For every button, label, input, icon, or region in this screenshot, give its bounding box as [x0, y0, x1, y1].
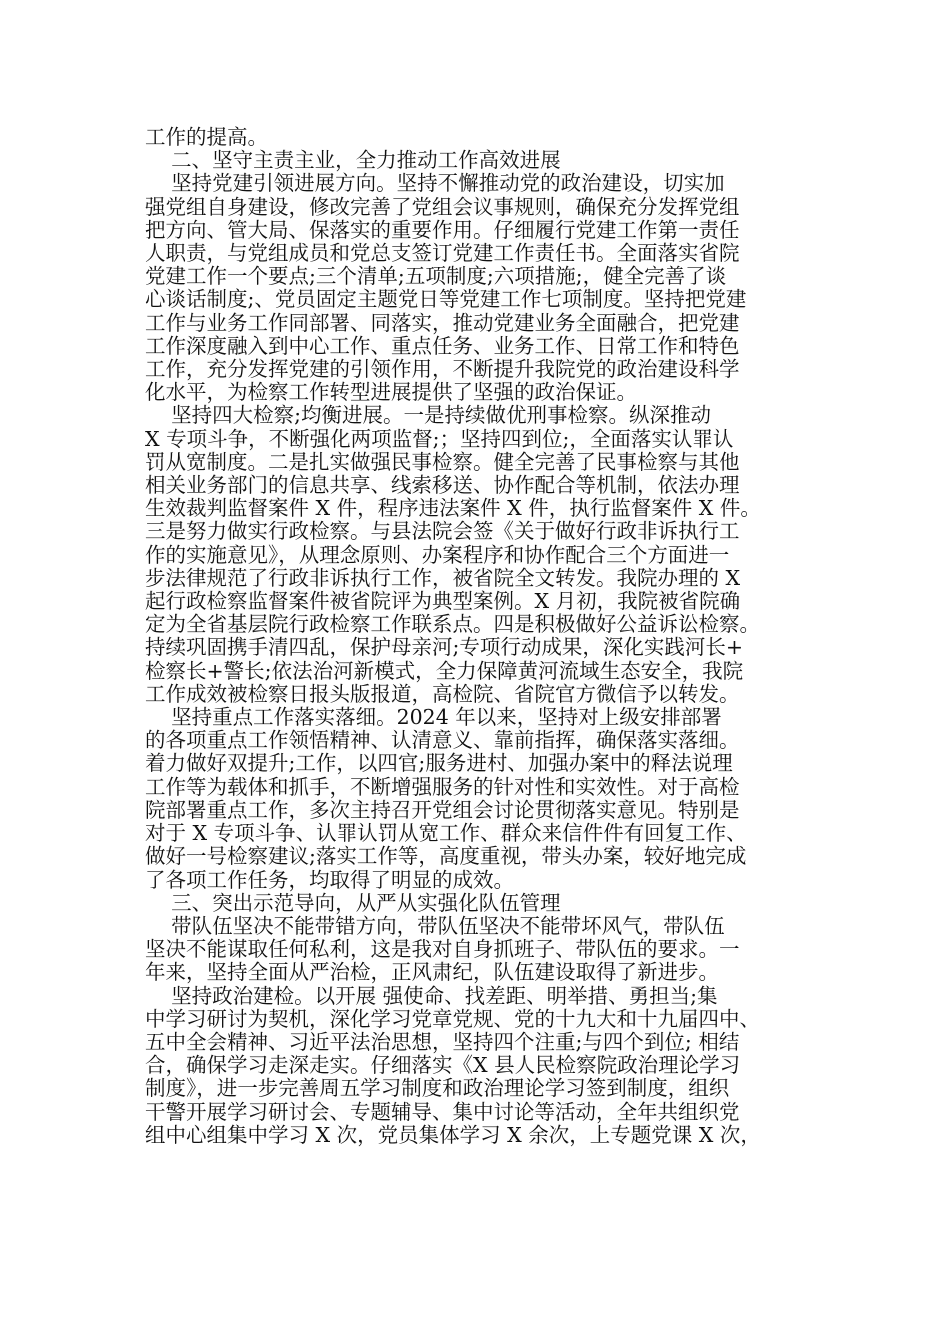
text-line: 持续巩固携手清四乱，保护母亲河;专项行动成果，深化实践河长+	[145, 635, 744, 660]
text-line: 组中心组集中学习 X 次，党员集体学习 X 余次，上专题党课 X 次，	[145, 1122, 761, 1147]
text-line: 生效裁判监督案件 X 件，程序违法案件 X 件，执行监督案件 X 件。	[145, 496, 761, 521]
text-line: 作的实施意见》，从理念原则、办案程序和协作配合三个方面进一	[145, 542, 730, 567]
text-line: 坚持重点工作落实落细。2024 年以来，坚持对上级安排部署	[145, 705, 722, 730]
text-line: 坚持政治建检。以开展 强使命、找差距、明举措、勇担当;集	[145, 983, 718, 1008]
document-body	[145, 126, 815, 1147]
text-line: 带队伍坚决不能带错方向，带队伍坚决不能带坏风气，带队伍	[145, 913, 725, 938]
text-line: 合，确保学习走深走实。仔细落实《X 县人民检察院政治理论学习	[145, 1053, 741, 1078]
text-line: 强党组自身建设，修改完善了党组会议事规则，确保充分发挥党组	[145, 194, 740, 219]
text-line: 定为全省基层院行政检察工作联系点。四是积极做好公益诉讼检察。	[145, 612, 760, 637]
text-line: 心谈话制度;、党员固定主题党日等党建工作七项制度。坚持把党建	[145, 287, 747, 312]
text-line: 的各项重点工作领悟精神、认清意义、靠前指挥，确保落实落细。	[145, 728, 740, 753]
text-line: 中学习研讨为契机，深化学习党章党规、党的十九大和十九届四中、	[145, 1006, 760, 1031]
text-line: 工作，充分发挥党建的引领作用，不断提升我院党的政治建设科学	[145, 357, 740, 382]
text-line: 工作的提高。	[145, 125, 268, 149]
text-line: 制度》，进一步完善周五学习制度和政治理论学习签到制度，组织	[145, 1076, 730, 1101]
text-line: 步法律规范了行政非诉执行工作，被省院全文转发。我院办理的 X	[145, 565, 741, 590]
text-line: 坚持党建引领进展方向。坚持不懈推动党的政治建设，切实加	[145, 171, 725, 196]
text-line: 着力做好双提升;工作，以四官;服务进村、加强办案中的释法说理	[145, 751, 733, 776]
text-line: 工作深度融入到中心工作、重点任务、业务工作、日常工作和特色	[145, 333, 740, 358]
text-line: 化水平，为检察工作转型进展提供了坚强的政治保证。	[145, 380, 637, 405]
text-line: 二、坚守主责主业，全力推动工作高效进展	[145, 148, 561, 173]
text-line: 年来，坚持全面从严治检，正风肃纪，队伍建设取得了新进步。	[145, 960, 719, 985]
text-line: 对于 X 专项斗争、认罪认罚从宽工作、群众来信件件有回复工作、	[145, 821, 747, 846]
text-line: 坚决不能谋取任何私利，这是我对自身抓班子、带队伍的要求。一	[145, 937, 740, 962]
text-line: X 专项斗争，不断强化两项监督;；坚持四到位;，全面落实认罪认	[145, 426, 734, 451]
text-line: 人职责，与党组成员和党总支签订党建工作责任书。全面落实省院	[145, 241, 740, 266]
text-line: 罚从宽制度。二是扎实做强民事检察。健全完善了民事检察与其他	[145, 449, 740, 474]
text-line: 三是努力做实行政检察。与县法院会签《关于做好行政非诉执行工	[145, 519, 740, 544]
text-line: 做好一号检察建议;落实工作等，高度重视，带头办案，较好地完成	[145, 844, 747, 869]
text-line: 干警开展学习研讨会、专题辅导、集中讨论等活动，全年共组织党	[145, 1099, 740, 1124]
text-line: 相关业务部门的信息共享、线索移送、协作配合等机制，依法办理	[145, 473, 740, 498]
text-line: 了各项工作任务，均取得了明显的成效。	[145, 867, 514, 892]
text-line: 把方向、管大局、保落实的重要作用。仔细履行党建工作第一责任	[145, 217, 740, 242]
text-line: 工作成效被检察日报头版报道，高检院、省院官方微信予以转发。	[145, 681, 740, 706]
text-line: 检察长+警长;依法治河新模式，全力保障黄河流域生态安全，我院	[145, 658, 744, 683]
text-line: 五中全会精神、习近平法治思想，坚持四个注重;与四个到位; 相结	[145, 1029, 740, 1054]
text-line: 工作等为载体和抓手，不断增强服务的针对性和实效性。对于高检	[145, 774, 740, 799]
text-line: 起行政检察监督案件被省院评为典型案例。X 月初，我院被省院确	[145, 589, 741, 614]
text-line: 党建工作一个要点;三个清单;五项制度;六项措施;，健全完善了谈	[145, 264, 727, 289]
text-line: 工作与业务工作同部署、同落实，推动党建业务全面融合，把党建	[145, 310, 740, 335]
text-line: 院部署重点工作，多次主持召开党组会讨论贯彻落实意见。特别是	[145, 797, 740, 822]
text-line: 坚持四大检察;均衡进展。一是持续做优刑事检察。纵深推动	[145, 403, 711, 428]
text-line: 三、突出示范导向，从严从实强化队伍管理	[145, 890, 561, 915]
